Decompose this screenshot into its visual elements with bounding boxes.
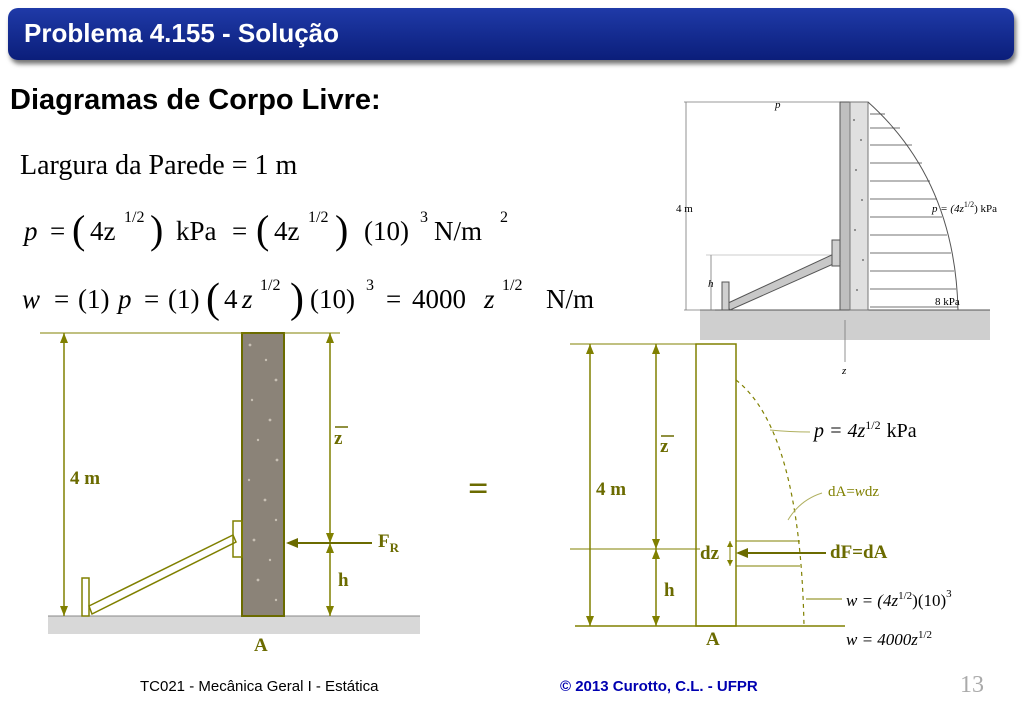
right-zbar-label: z — [660, 436, 669, 457]
eq-sign-w: = — [54, 284, 70, 314]
p-pow: 3 — [420, 209, 428, 226]
eq-sign-2: = — [232, 216, 248, 246]
da-label: dA=wdz — [828, 484, 879, 500]
left-point-a: A — [254, 635, 268, 656]
eq-sign-w2: = — [144, 284, 160, 314]
p-unit-nm: N/m — [434, 216, 483, 246]
paren-close-2: ) — [335, 207, 349, 252]
df-label: dF=dA — [830, 542, 888, 563]
slide-title: Problema 4.155 - Solução — [24, 18, 340, 48]
w-exp-2: 1/2 — [502, 277, 523, 294]
w-z: z — [242, 284, 253, 314]
reference-figure — [676, 99, 997, 377]
page-number: 13 — [960, 672, 984, 698]
right-p-eq: $p = 4z^{1/2}$ kPa — [814, 418, 917, 442]
section-heading: Diagramas de Corpo Livre: — [10, 84, 381, 116]
wall-width-text: Largura da Parede = 1 m — [20, 150, 298, 181]
p-exp: 1/2 — [124, 209, 145, 226]
eq-sign: = — [50, 216, 66, 246]
equals-sign: = — [468, 468, 489, 508]
w-pow: 3 — [366, 277, 374, 294]
p-ten: (10) — [364, 216, 409, 246]
p-equation — [22, 207, 508, 252]
w-one-2: (1) — [168, 284, 200, 314]
p-base: 4z — [90, 216, 116, 246]
w-result: 4000 — [412, 284, 466, 314]
p-unit-exp: 2 — [500, 209, 508, 226]
p-symbol: p — [24, 216, 38, 246]
right-fbd — [570, 344, 952, 650]
ref-h-label: h — [708, 278, 714, 290]
right-w-eq1: $w = (4z^{1/2})(10)^3$ — [846, 588, 952, 610]
w-exp: 1/2 — [260, 277, 281, 294]
eq-sign-w3: = — [386, 284, 402, 314]
left-ground — [48, 616, 420, 634]
footer-copyright: © 2013 Curotto, C.L. - UFPR — [560, 678, 758, 695]
w-four: 4 — [224, 284, 238, 314]
ref-base-pressure: 8 kPa — [935, 296, 960, 308]
w-unit: N/m — [546, 284, 595, 314]
w-ten: (10) — [310, 284, 355, 314]
left-fbd — [40, 333, 420, 656]
right-height-label: 4 m — [596, 479, 627, 500]
resultant-force-label: $F_R$ — [378, 531, 399, 555]
left-h-label: h — [338, 570, 349, 591]
right-wall — [696, 344, 736, 626]
w-symbol: w — [22, 284, 41, 314]
p-base-2: 4z — [274, 216, 300, 246]
w-p: p — [118, 284, 132, 314]
w-paren-open: ( — [206, 276, 220, 322]
paren-close: ) — [150, 207, 164, 252]
right-h-label: h — [664, 580, 675, 601]
left-height-label: 4 m — [70, 468, 101, 489]
ref-z-axis: z — [842, 365, 847, 377]
w-z-2: z — [484, 284, 495, 314]
p-unit-kpa: kPa — [176, 216, 217, 246]
ref-pressure-label: $p = (4z^{1/2})$ kPa — [932, 200, 998, 215]
w-one: (1) — [78, 284, 110, 314]
paren-open-2: ( — [256, 207, 270, 252]
pressure-curve — [736, 380, 804, 626]
p-exp-2: 1/2 — [308, 209, 329, 226]
ref-p-label: p — [775, 99, 781, 111]
left-zbar-label: z — [334, 428, 343, 449]
footer-course: TC021 - Mecânica Geral I - Estática — [140, 678, 379, 695]
w-paren-close: ) — [290, 276, 304, 322]
right-w-eq2: $w = 4000z^{1/2}$ — [846, 629, 932, 649]
paren-open: ( — [72, 207, 86, 252]
left-wall — [242, 333, 284, 616]
right-point-a: A — [706, 629, 720, 650]
ref-height-label: 4 m — [676, 203, 693, 215]
w-equation — [22, 276, 594, 322]
dz-label: dz — [700, 543, 719, 564]
